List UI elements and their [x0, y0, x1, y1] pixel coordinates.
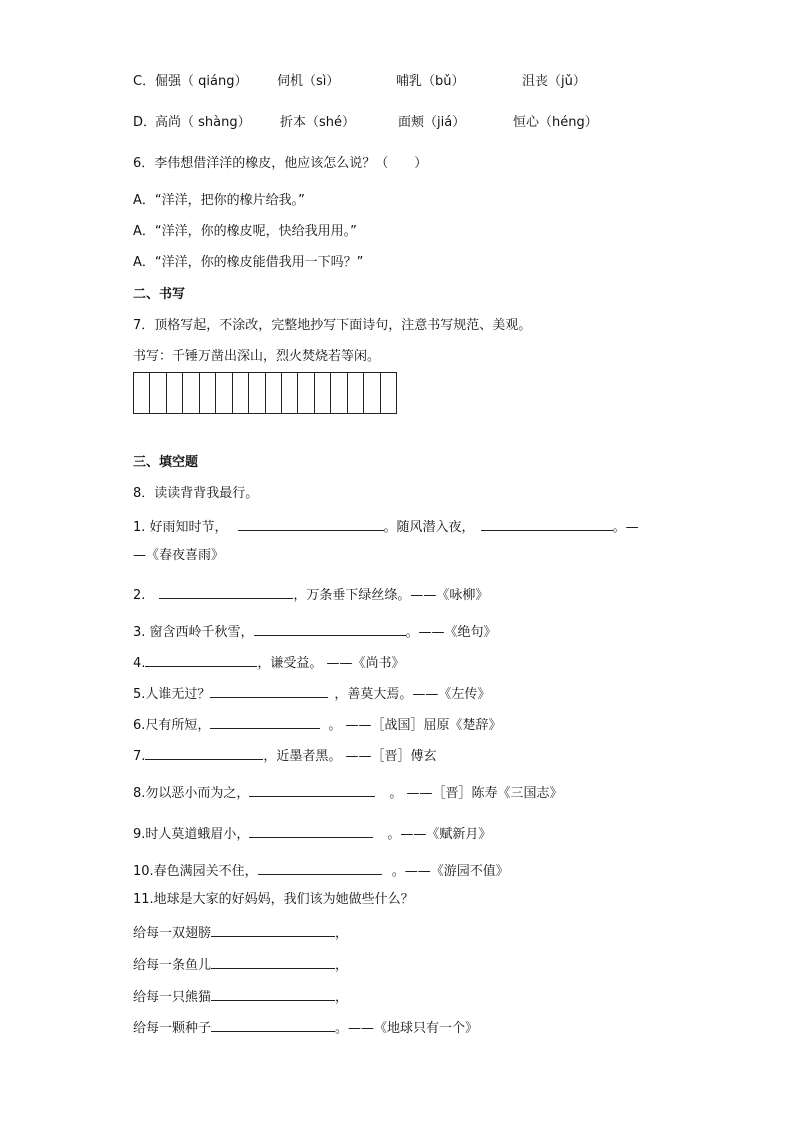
item-text: ，善莫大焉。——《左传》: [334, 687, 491, 702]
fill-item-4: [133, 652, 405, 673]
fill-item-6: [133, 714, 502, 735]
section-2-title: 二、书写: [133, 287, 186, 302]
item-text: 。 ——［晋］陈寿《三国志》: [389, 786, 563, 801]
answer-blank[interactable]: [249, 823, 373, 838]
answer-blank[interactable]: [211, 986, 335, 1001]
item-text: 。——《游园不值》: [391, 864, 509, 879]
item-text: 8.勿以恶小而为之，: [133, 786, 250, 801]
grid-cell[interactable]: [216, 373, 232, 413]
q11-line-2: [133, 954, 348, 975]
q7-instruction: 7．顶格写起，不涂改，完整地抄写下面诗句，注意书写规范、美观。: [133, 318, 532, 333]
option-letter: D．: [133, 115, 157, 130]
fill-item-2: [133, 584, 488, 605]
grid-cell[interactable]: [249, 373, 265, 413]
answer-blank[interactable]: [145, 652, 257, 667]
answer-blank[interactable]: [211, 922, 335, 937]
q11-line-3: [133, 986, 348, 1007]
grid-cell[interactable]: [315, 373, 331, 413]
answer-blank[interactable]: [210, 683, 328, 698]
q7-copy-line: 书写：千锤万凿出深山，烈火焚烧若等闲。: [133, 349, 381, 364]
answer-blank[interactable]: [254, 621, 406, 636]
q6-stem: 6．李伟想借洋洋的橡皮，他应该怎么说？（ ）: [133, 156, 428, 171]
fill-item-1: [133, 516, 639, 537]
item-text: ，万条垂下绿丝绦。——《咏柳》: [293, 588, 489, 603]
grid-cell[interactable]: [298, 373, 314, 413]
q6-option-2: A．“洋洋，你的橡皮呢，快给我用用。”: [133, 224, 357, 239]
option-c-item-4: 沮丧（jǔ）: [522, 74, 586, 89]
answer-blank[interactable]: [211, 1017, 335, 1032]
item-text: 6.尺有所短，: [133, 718, 211, 733]
item-text: 给每一条鱼儿: [133, 958, 212, 973]
item-text: 。——《地球只有一个》: [335, 1021, 479, 1036]
grid-cell[interactable]: [266, 373, 282, 413]
grid-cell[interactable]: [134, 373, 150, 413]
item-text: ，: [335, 926, 349, 941]
item-text: 3. 窗含西岭千秋雪，: [133, 625, 254, 640]
grid-cell[interactable]: [348, 373, 364, 413]
option-d-item-1: 高尚（ shàng）: [155, 115, 251, 130]
answer-blank[interactable]: [159, 584, 293, 599]
item-text: 7.: [133, 749, 146, 764]
option-c-item-3: 哺乳（bǔ）: [396, 74, 465, 89]
option-d-item-2: 折本（shé）: [280, 115, 356, 130]
q6-option-3: A．“洋洋，你的橡皮能借我用一下吗？”: [133, 255, 364, 270]
fill-item-10: [133, 860, 509, 881]
answer-blank[interactable]: [238, 516, 384, 531]
answer-blank[interactable]: [258, 860, 382, 875]
item-text: 。 ——［战国］屈原《楚辞》: [328, 718, 502, 733]
answer-blank[interactable]: [210, 714, 320, 729]
answer-blank[interactable]: [211, 954, 335, 969]
fill-item-3: [133, 621, 497, 642]
grid-cell[interactable]: [233, 373, 249, 413]
grid-cell[interactable]: [200, 373, 216, 413]
answer-blank[interactable]: [249, 782, 375, 797]
q11-line-1: [133, 922, 348, 943]
item-text: ，近墨者黑。 ——［晋］傅玄: [263, 749, 437, 764]
item-text: ，谦受益。 ——《尚书》: [257, 656, 405, 671]
item-text: 。——《赋新月》: [387, 827, 492, 842]
item-text: 5.人谁无过？: [133, 687, 211, 702]
item-text: 9.时人莫道蛾眉小，: [133, 827, 250, 842]
option-d-item-3: 面颊（jiá）: [398, 115, 466, 130]
option-d-item-4: 恒心（héng）: [513, 115, 598, 130]
grid-cell[interactable]: [167, 373, 183, 413]
item-text: ，: [335, 958, 349, 973]
item-text: ，: [335, 990, 349, 1005]
writing-grid[interactable]: [133, 372, 397, 414]
q11-stem: 11.地球是大家的好妈妈，我们该为她做些什么？: [133, 892, 414, 907]
fill-item-1-source: —《春夜喜雨》: [133, 548, 225, 563]
item-text: 。——《绝句》: [405, 625, 497, 640]
grid-cell[interactable]: [331, 373, 347, 413]
grid-cell[interactable]: [381, 373, 396, 413]
option-c-item-2: 伺机（sì）: [277, 74, 340, 89]
answer-blank[interactable]: [145, 745, 263, 760]
item-text: 2.: [133, 588, 146, 603]
item-text: 10.春色满园关不住，: [133, 864, 258, 879]
option-c-item-1: 倔强（ qiáng）: [155, 74, 248, 89]
item-text: 。—: [612, 520, 639, 535]
item-text: 给每一只熊猫: [133, 990, 212, 1005]
grid-cell[interactable]: [150, 373, 166, 413]
answer-blank[interactable]: [481, 516, 613, 531]
grid-cell[interactable]: [364, 373, 380, 413]
item-text: 4.: [133, 656, 146, 671]
grid-cell[interactable]: [282, 373, 298, 413]
section-3-title: 三、填空题: [133, 455, 199, 470]
fill-item-9: [133, 823, 491, 844]
option-letter: C．: [133, 74, 156, 89]
q5-option-d: [133, 114, 653, 132]
q6-option-1: A．“洋洋，把你的橡片给我。”: [133, 193, 305, 208]
item-text: 1. 好雨知时节，: [133, 520, 228, 535]
q8-stem: 8．读读背背我最行。: [133, 486, 259, 501]
fill-item-8: [133, 782, 563, 803]
fill-item-7: [133, 745, 437, 766]
q5-option-c: [133, 73, 653, 91]
item-text: 给每一颗种子: [133, 1021, 212, 1036]
grid-cell[interactable]: [183, 373, 199, 413]
q11-line-4: [133, 1017, 478, 1038]
fill-item-5: [133, 683, 490, 704]
item-text: 。随风潜入夜，: [383, 520, 475, 535]
item-text: 给每一双翅膀: [133, 926, 212, 941]
